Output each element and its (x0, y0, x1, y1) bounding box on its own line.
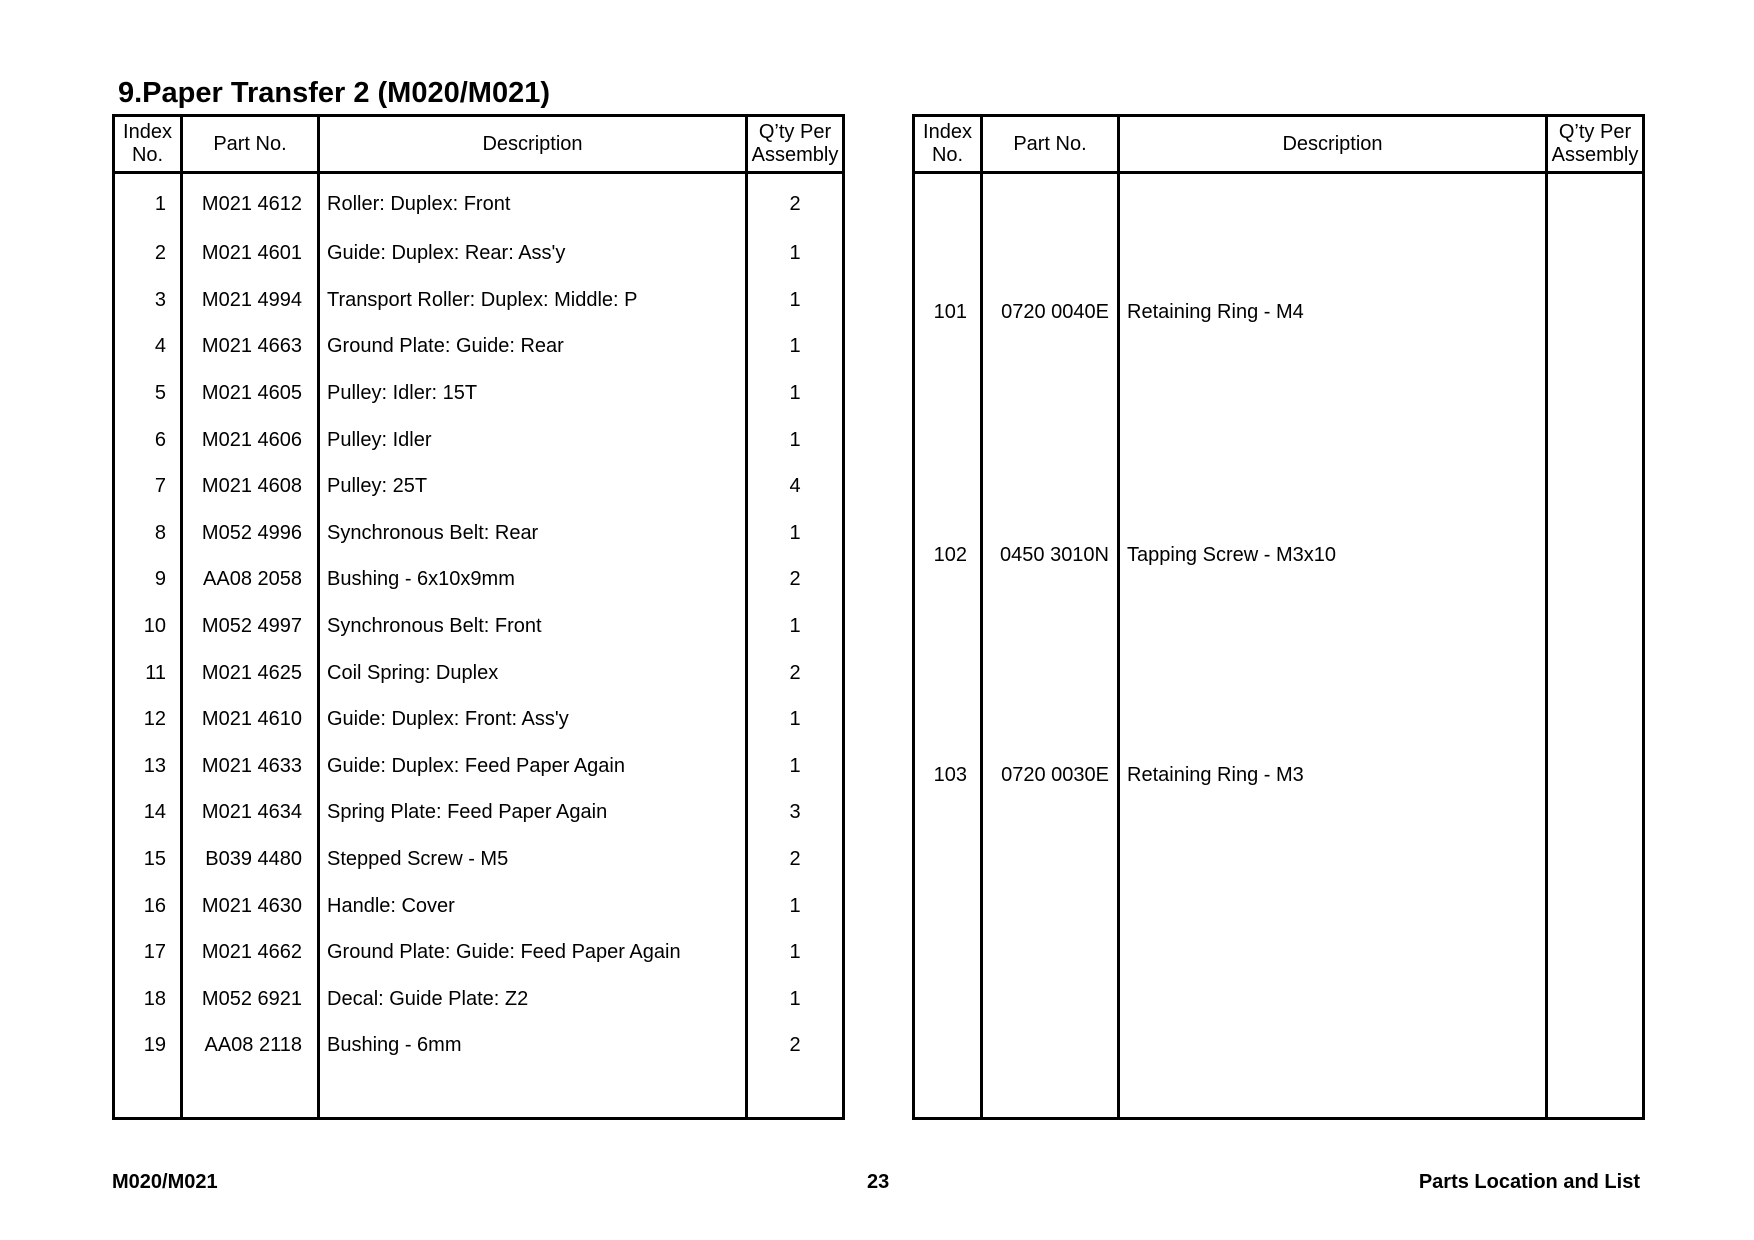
qty-cell: 1 (747, 603, 844, 650)
header-qty-per-assembly: Q’ty Per Assembly (747, 116, 844, 173)
index-no-cell: 8 (114, 510, 182, 557)
index-no-cell: 18 (114, 976, 182, 1023)
header-index-no: Index No. (914, 116, 982, 173)
index-no-cell: 7 (114, 463, 182, 510)
qty-cell: 1 (747, 277, 844, 324)
qty-cell: 1 (747, 370, 844, 417)
part-no-cell: M021 4994 (182, 277, 319, 324)
table-row (114, 976, 844, 1023)
part-no-cell: M021 4662 (182, 929, 319, 976)
description-cell: Handle: Cover (319, 883, 747, 930)
description-cell: Roller: Duplex: Front (319, 173, 747, 231)
parts-table-left-body (114, 173, 844, 1119)
empty-cell (1547, 886, 1644, 1118)
description-cell: Pulley: Idler (319, 417, 747, 464)
part-no-cell: M021 4634 (182, 790, 319, 837)
qty-cell: 2 (747, 650, 844, 697)
header-part-no: Part No. (182, 116, 319, 173)
index-no-cell: 11 (114, 650, 182, 697)
description-cell: Synchronous Belt: Rear (319, 510, 747, 557)
part-no-cell: M021 4605 (182, 370, 319, 417)
header-description: Description (1119, 116, 1547, 173)
index-no-cell: 17 (114, 929, 182, 976)
description-cell: Ground Plate: Guide: Feed Paper Again (319, 929, 747, 976)
description-cell: Guide: Duplex: Feed Paper Again (319, 743, 747, 790)
qty-cell: 1 (747, 230, 844, 277)
part-no-cell: AA08 2058 (182, 557, 319, 604)
table-row (114, 510, 844, 557)
part-no-cell: M021 4633 (182, 743, 319, 790)
empty-cell (1119, 886, 1547, 1118)
index-no-cell: 1 (114, 173, 182, 231)
index-no-cell: 19 (114, 1023, 182, 1070)
qty-cell: 1 (747, 696, 844, 743)
table-row (114, 790, 844, 837)
qty-cell: 1 (747, 883, 844, 930)
parts-table-right (912, 114, 1645, 1120)
index-no-cell: 103 (914, 666, 982, 886)
qty-cell (1547, 446, 1644, 666)
qty-cell: 1 (747, 510, 844, 557)
part-no-cell: M052 6921 (182, 976, 319, 1023)
parts-table-right-body (914, 173, 1644, 1119)
qty-cell: 2 (747, 173, 844, 231)
index-no-cell: 9 (114, 557, 182, 604)
header-qty-per-assembly: Q’ty Per Assembly (1547, 116, 1644, 173)
description-cell: Bushing - 6mm (319, 1023, 747, 1070)
table-row (114, 463, 844, 510)
description-cell: Pulley: Idler: 15T (319, 370, 747, 417)
empty-cell (982, 886, 1119, 1118)
table-row (114, 370, 844, 417)
table-row (114, 324, 844, 371)
table-header-row (114, 116, 844, 173)
qty-cell: 2 (747, 1023, 844, 1070)
index-no-cell: 13 (114, 743, 182, 790)
qty-cell: 4 (747, 463, 844, 510)
index-no-cell: 2 (114, 230, 182, 277)
empty-cell (914, 886, 982, 1118)
description-cell: Guide: Duplex: Rear: Ass'y (319, 230, 747, 277)
empty-cell (319, 1069, 747, 1118)
index-no-cell: 3 (114, 277, 182, 324)
qty-cell: 2 (747, 557, 844, 604)
footer-section-title: Parts Location and List (1418, 1171, 1640, 1193)
index-no-cell: 10 (114, 603, 182, 650)
description-cell: Bushing - 6x10x9mm (319, 557, 747, 604)
qty-cell: 2 (747, 836, 844, 883)
description-cell: Tapping Screw - M3x10 (1119, 446, 1547, 666)
description-cell: Transport Roller: Duplex: Middle: P (319, 277, 747, 324)
qty-cell: 1 (747, 743, 844, 790)
part-no-cell: M052 4997 (182, 603, 319, 650)
qty-cell: 1 (747, 929, 844, 976)
table-row (914, 666, 1644, 886)
part-no-cell: M021 4612 (182, 173, 319, 231)
part-no-cell: 0720 0040E (982, 173, 1119, 446)
part-no-cell: M021 4630 (182, 883, 319, 930)
index-no-cell: 6 (114, 417, 182, 464)
empty-cell (114, 1069, 182, 1118)
part-no-cell: M021 4608 (182, 463, 319, 510)
index-no-cell: 4 (114, 324, 182, 371)
header-description: Description (319, 116, 747, 173)
table-row (114, 417, 844, 464)
table-row (114, 743, 844, 790)
description-cell: Guide: Duplex: Front: Ass'y (319, 696, 747, 743)
table-filler-row (914, 886, 1644, 1118)
qty-cell: 3 (747, 790, 844, 837)
table-row (114, 696, 844, 743)
table-row (114, 650, 844, 697)
index-no-cell: 102 (914, 446, 982, 666)
part-no-cell: M021 4601 (182, 230, 319, 277)
part-no-cell: B039 4480 (182, 836, 319, 883)
footer-model: M020/M021 (112, 1171, 218, 1193)
page-title: 9.Paper Transfer 2 (M020/M021) (118, 77, 550, 109)
index-no-cell: 14 (114, 790, 182, 837)
qty-cell (1547, 173, 1644, 446)
part-no-cell: M021 4625 (182, 650, 319, 697)
footer-page-number: 23 (867, 1171, 890, 1193)
part-no-cell: M021 4663 (182, 324, 319, 371)
table-row (914, 173, 1644, 446)
part-no-cell: M021 4610 (182, 696, 319, 743)
table-row (114, 230, 844, 277)
table-row (114, 836, 844, 883)
qty-cell: 1 (747, 976, 844, 1023)
table-row (914, 446, 1644, 666)
description-cell: Retaining Ring - M3 (1119, 666, 1547, 886)
table-header-row (914, 116, 1644, 173)
description-cell: Pulley: 25T (319, 463, 747, 510)
qty-cell: 1 (747, 324, 844, 371)
empty-cell (747, 1069, 844, 1118)
parts-table-left (112, 114, 845, 1120)
description-cell: Spring Plate: Feed Paper Again (319, 790, 747, 837)
part-no-cell: 0720 0030E (982, 666, 1119, 886)
index-no-cell: 16 (114, 883, 182, 930)
part-no-cell: AA08 2118 (182, 1023, 319, 1070)
part-no-cell: M052 4996 (182, 510, 319, 557)
table-row (114, 557, 844, 604)
description-cell: Ground Plate: Guide: Rear (319, 324, 747, 371)
table-row (114, 929, 844, 976)
part-no-cell: 0450 3010N (982, 446, 1119, 666)
table-row (114, 1023, 844, 1070)
table-row (114, 883, 844, 930)
description-cell: Stepped Screw - M5 (319, 836, 747, 883)
table-row (114, 173, 844, 231)
header-index-no: Index No. (114, 116, 182, 173)
qty-cell: 1 (747, 417, 844, 464)
index-no-cell: 15 (114, 836, 182, 883)
table-row (114, 603, 844, 650)
index-no-cell: 5 (114, 370, 182, 417)
table-row (114, 277, 844, 324)
header-part-no: Part No. (982, 116, 1119, 173)
description-cell: Synchronous Belt: Front (319, 603, 747, 650)
description-cell: Coil Spring: Duplex (319, 650, 747, 697)
empty-cell (182, 1069, 319, 1118)
table-filler-row (114, 1069, 844, 1118)
index-no-cell: 12 (114, 696, 182, 743)
description-cell: Decal: Guide Plate: Z2 (319, 976, 747, 1023)
description-cell: Retaining Ring - M4 (1119, 173, 1547, 446)
part-no-cell: M021 4606 (182, 417, 319, 464)
qty-cell (1547, 666, 1644, 886)
index-no-cell: 101 (914, 173, 982, 446)
